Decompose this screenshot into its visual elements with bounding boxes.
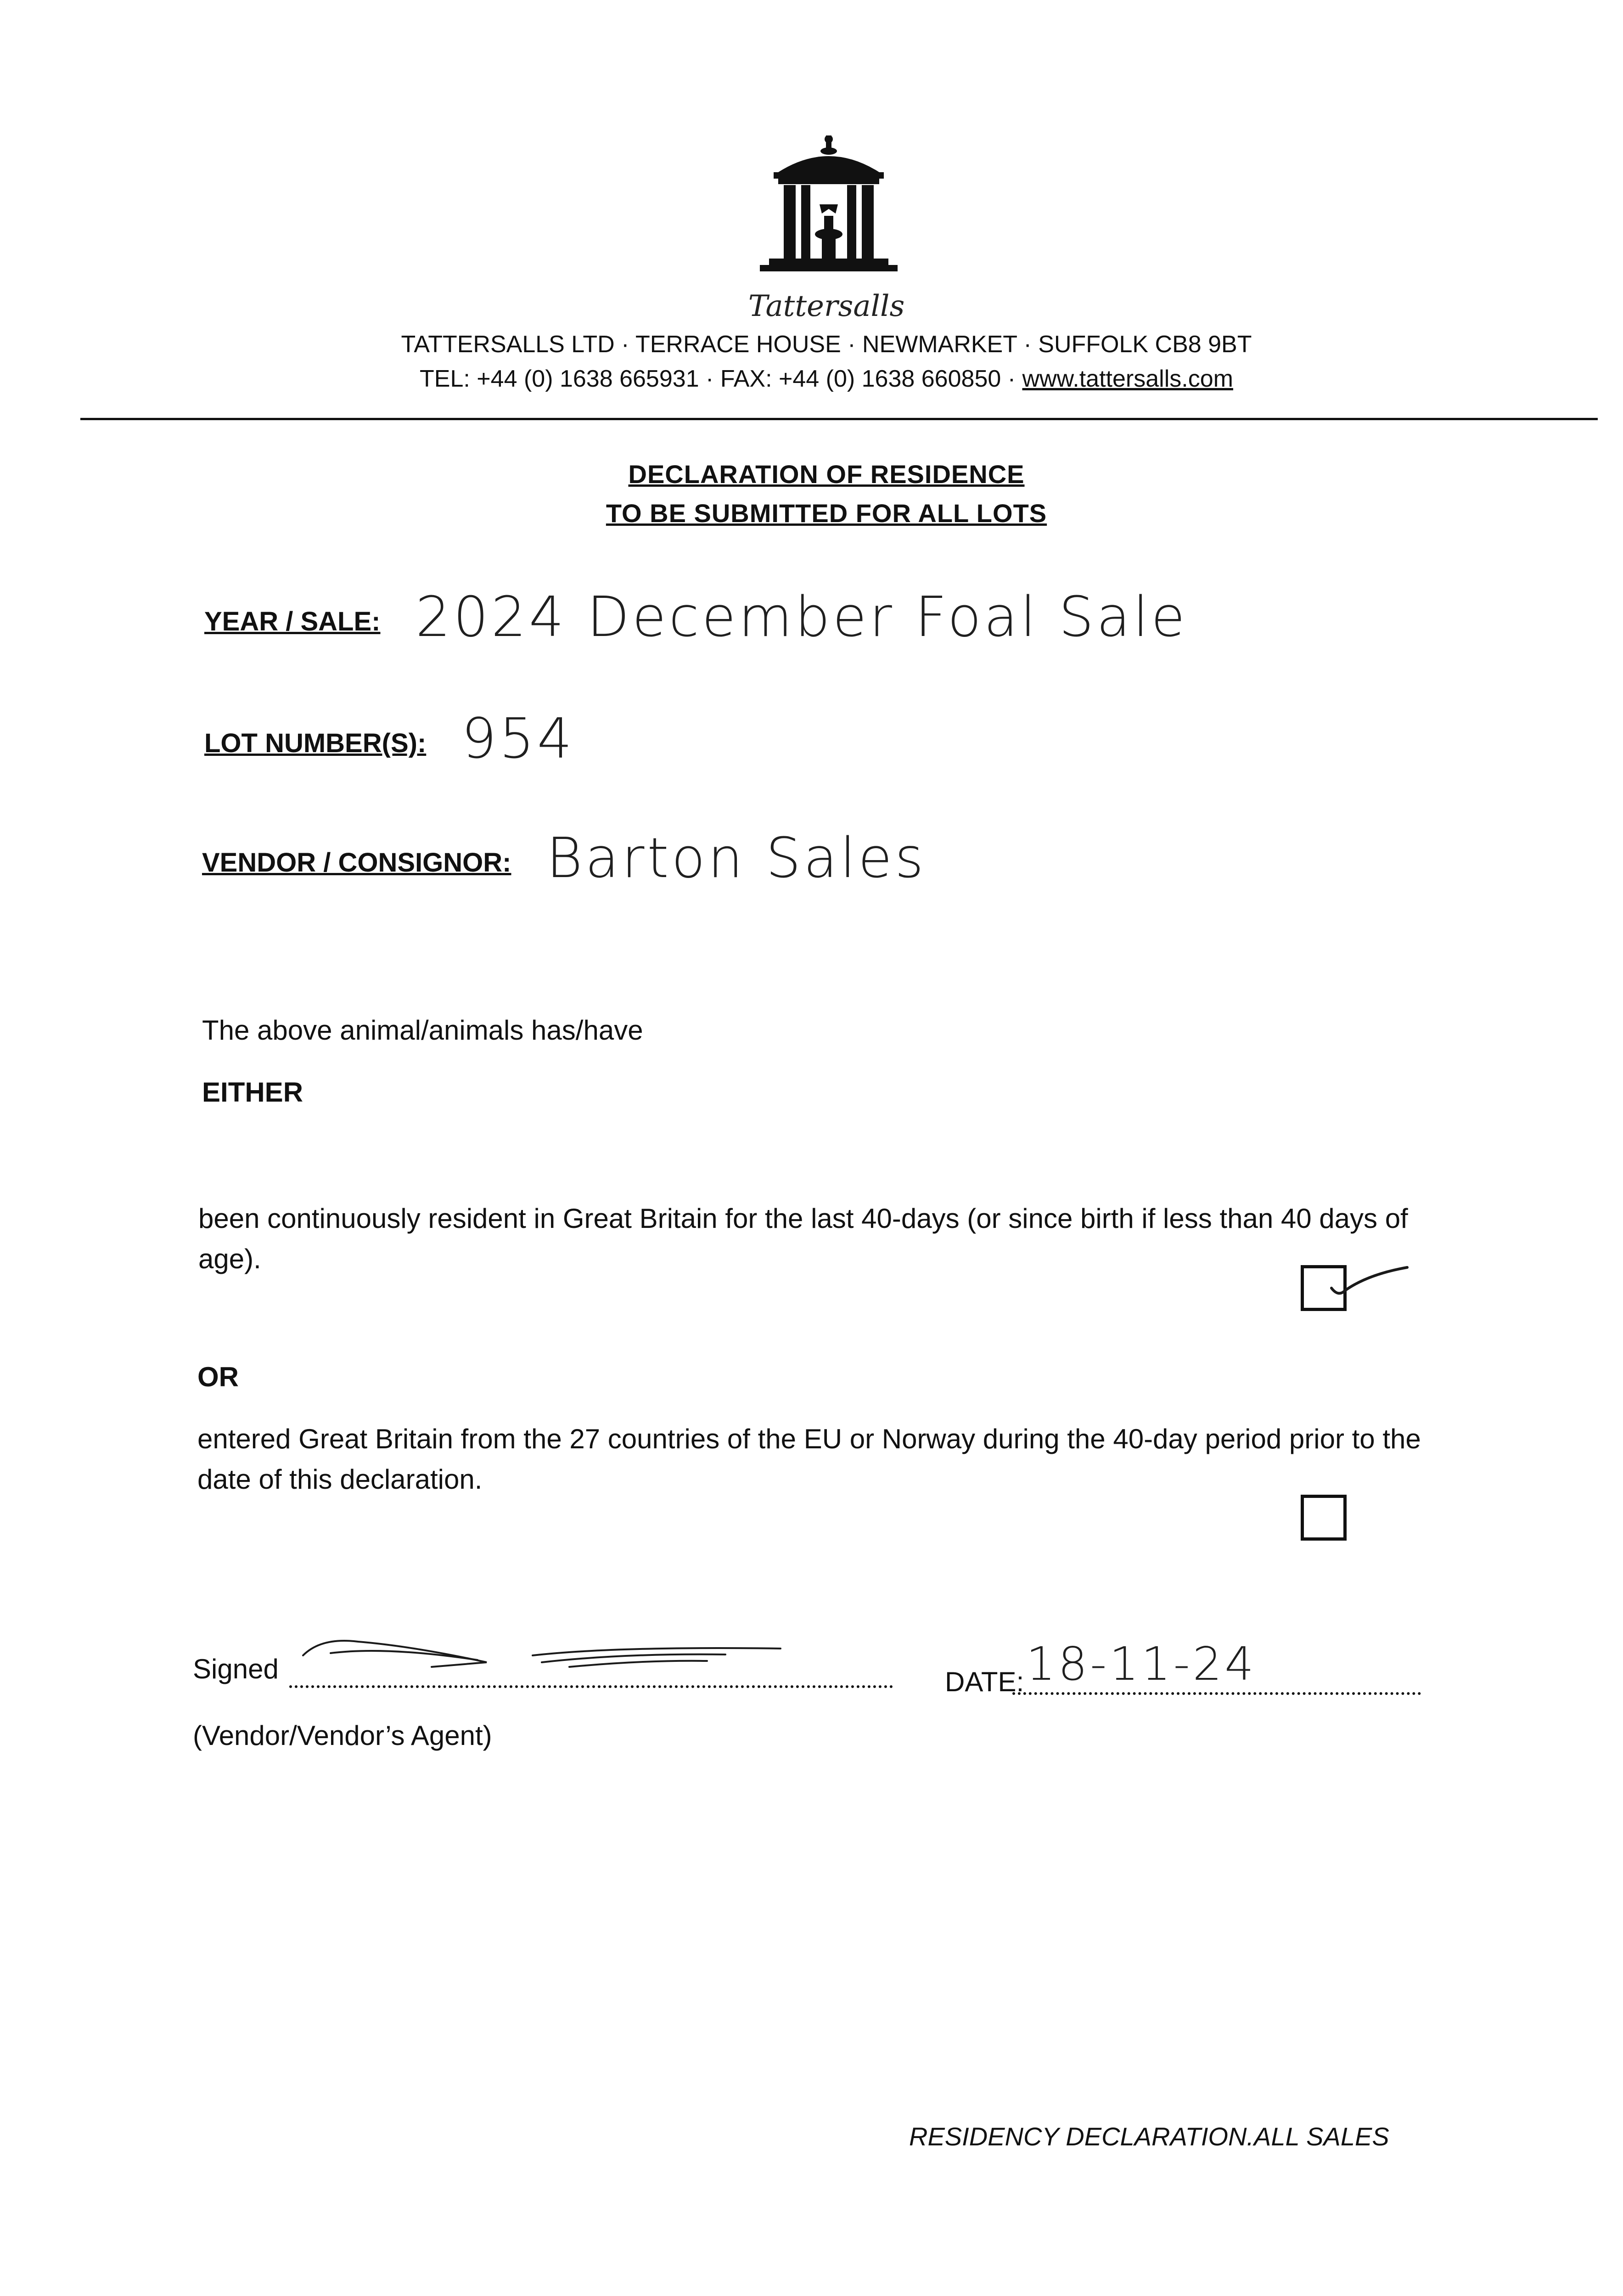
either-heading: EITHER	[202, 1077, 303, 1108]
tattersalls-logo	[760, 135, 898, 292]
or-heading: OR	[197, 1362, 239, 1392]
signatory-note: (Vendor/Vendor’s Agent)	[193, 1720, 492, 1751]
brand-name: Tattersalls	[748, 289, 905, 323]
document-subtitle: TO BE SUBMITTED FOR ALL LOTS	[606, 499, 1047, 528]
option2-text: entered Great Britain from the 27 countries of the EU or Norway during the 40-day period prior to the date of this declaration.	[197, 1424, 1421, 1495]
footer-reference: RESIDENCY DECLARATION.ALL SALES	[909, 2122, 1389, 2151]
signed-label: Signed	[193, 1654, 279, 1684]
website-link[interactable]: www.tattersalls.com	[1022, 366, 1233, 392]
year-sale-label: YEAR / SALE:	[204, 607, 381, 636]
check-mark-icon	[1313, 1256, 1410, 1306]
option1-text: been continuously resident in Great Britain for the last 40-days (or since birth if less than 40 days of age).	[198, 1203, 1408, 1274]
lot-number-label: LOT NUMBER(S):	[204, 728, 427, 758]
date-value[interactable]: 18-11-24	[1026, 1637, 1257, 1691]
address-line: TATTERSALLS LTD · TERRACE HOUSE · NEWMARKET · SUFFOLK CB8 9BT	[401, 331, 1252, 358]
year-sale-value[interactable]: 2024 December Foal Sale	[416, 585, 1188, 649]
vendor-label: VENDOR / CONSIGNOR:	[202, 848, 511, 878]
contact-line	[321, 365, 1331, 393]
document-title: DECLARATION OF RESIDENCE	[628, 460, 1025, 489]
intro-text: The above animal/animals has/have	[202, 1015, 643, 1046]
lot-number-value[interactable]: 954	[461, 707, 575, 771]
option2-checkbox[interactable]	[1301, 1495, 1347, 1541]
vendor-value[interactable]: Barton Sales	[546, 827, 927, 890]
header-divider	[80, 418, 1598, 420]
signature-scribble	[294, 1628, 799, 1674]
contact-phone-fax: TEL: +44 (0) 1638 665931 · FAX: +44 (0) 1638 660850 ·	[420, 366, 1022, 392]
date-label: DATE:	[945, 1666, 1024, 1697]
